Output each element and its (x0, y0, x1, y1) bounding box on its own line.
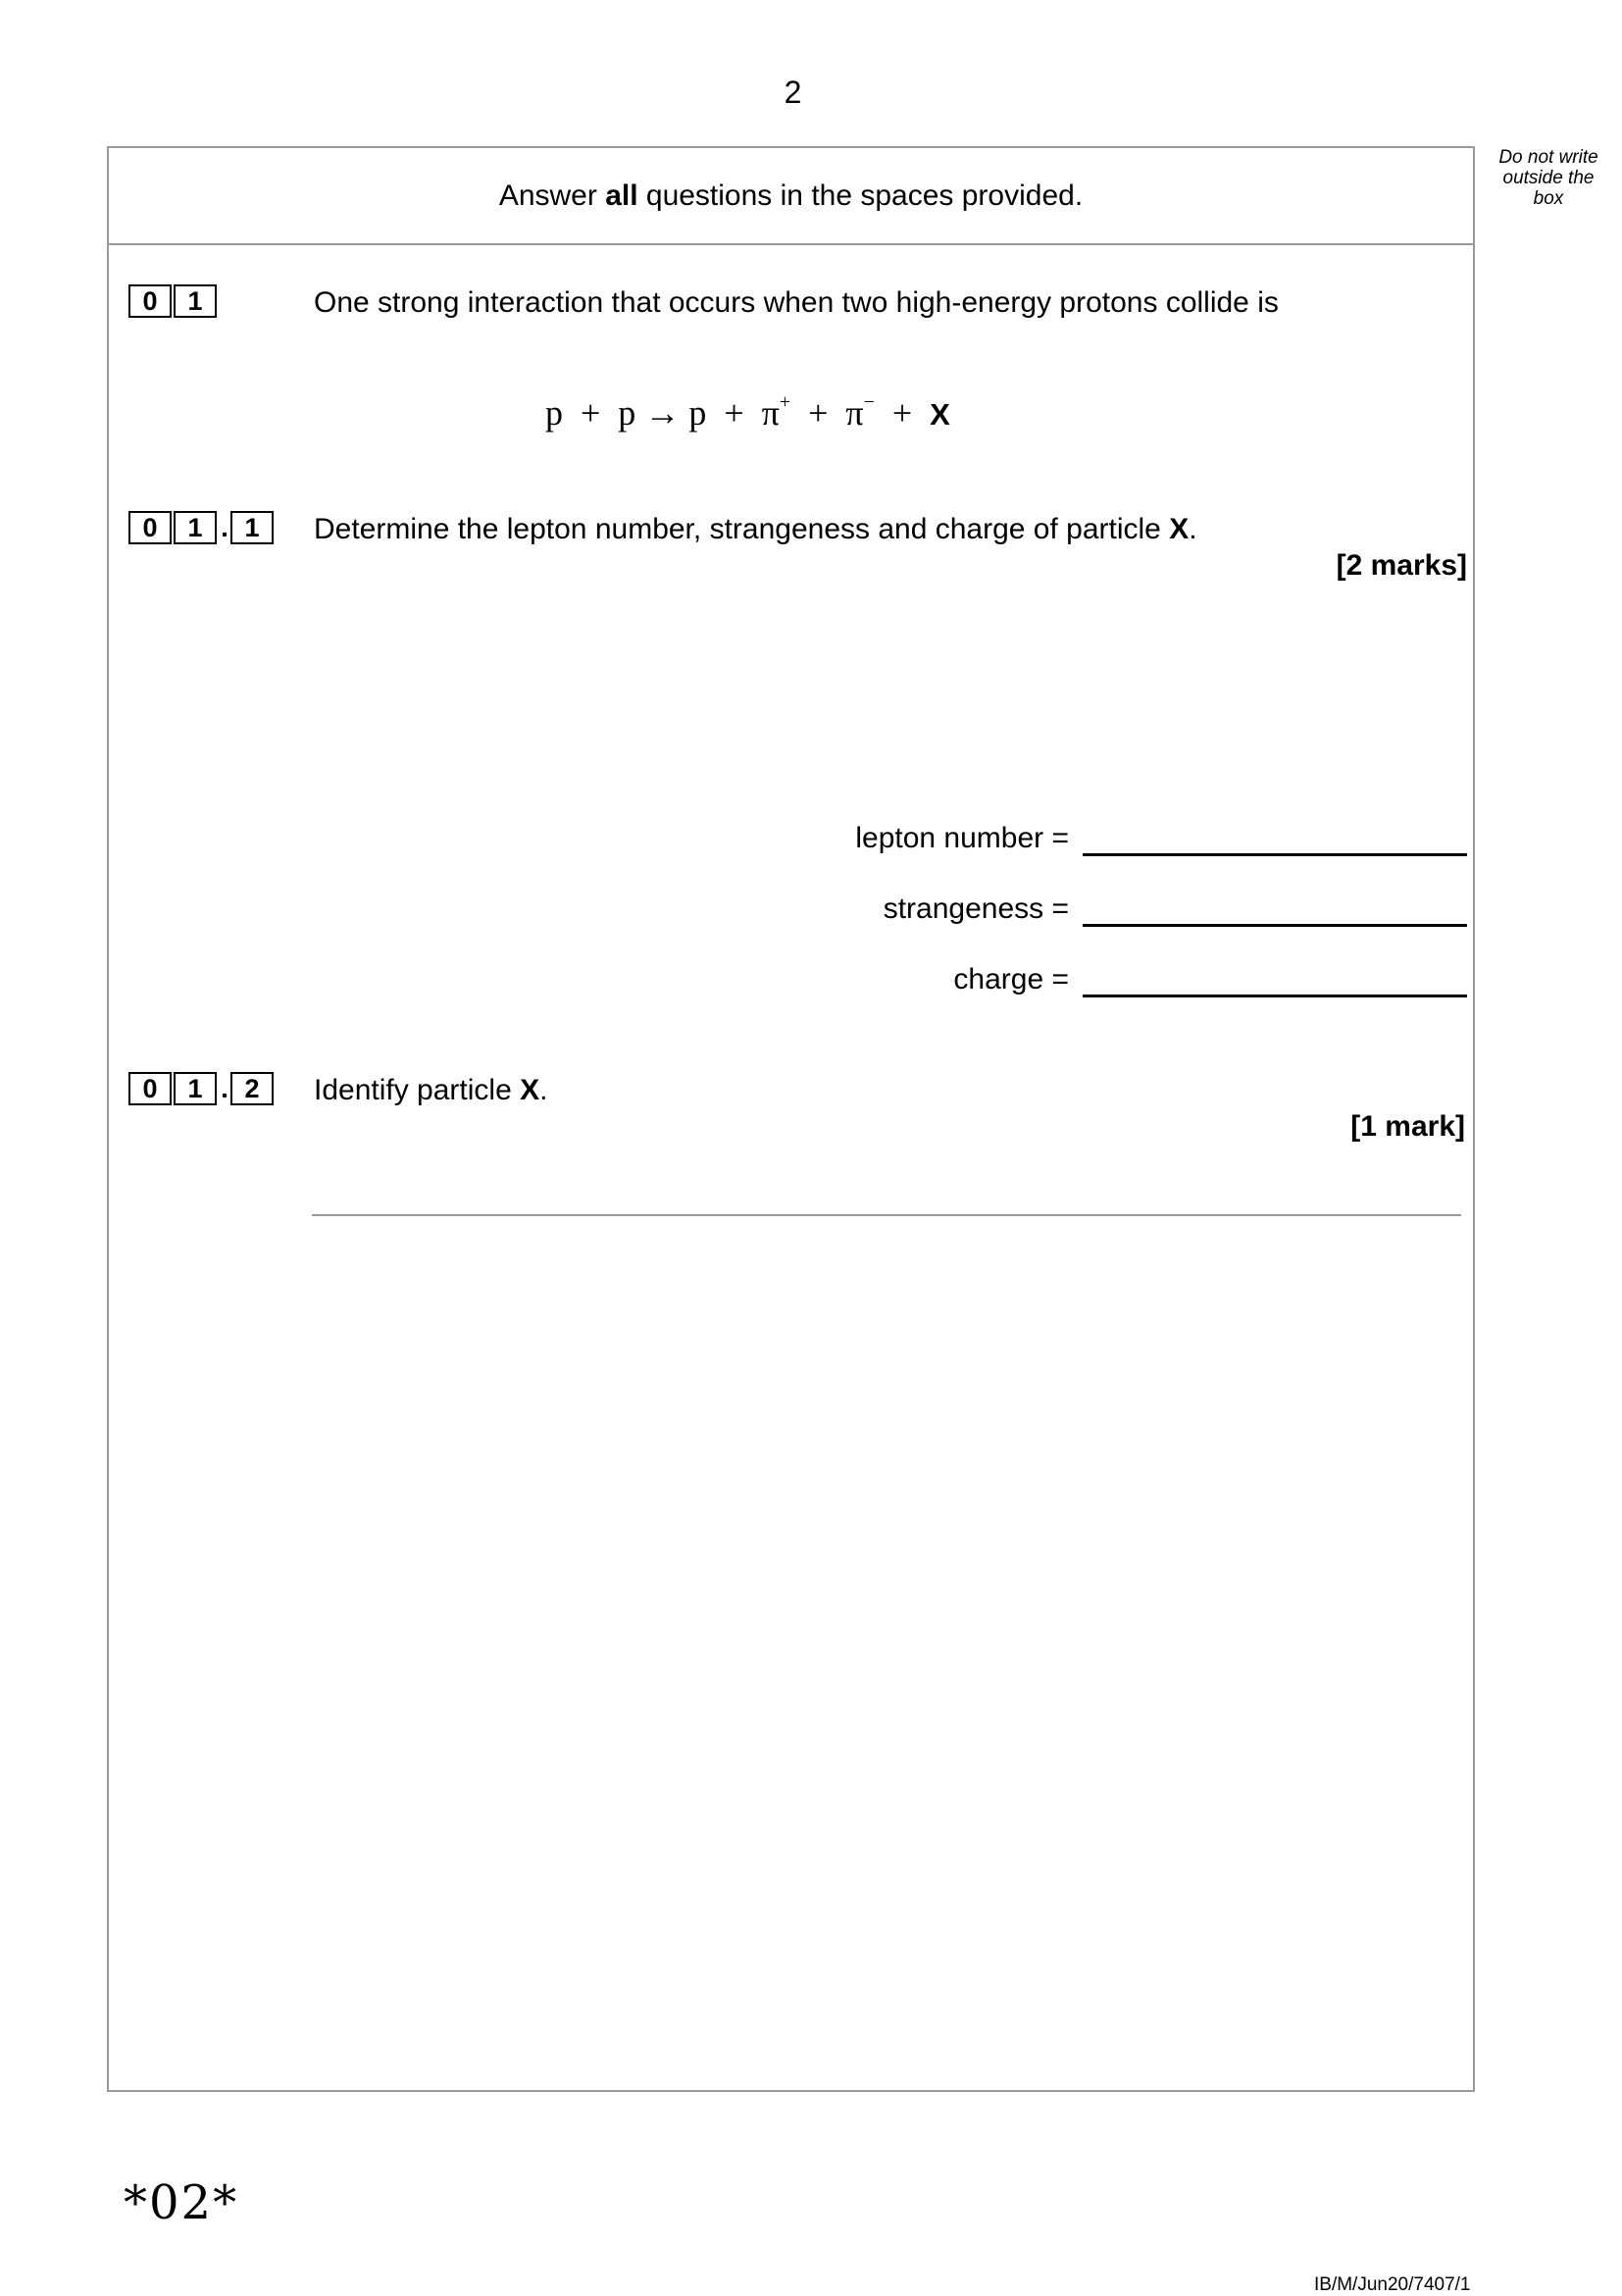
strangeness-answer-line[interactable] (1083, 924, 1467, 927)
question-digit: 1 (174, 1072, 217, 1105)
instruction-prefix: Answer (498, 179, 606, 212)
page-barcode: *02* (124, 2175, 239, 2230)
equation-arrow: → (644, 393, 681, 433)
question-01-1-text (314, 513, 1197, 546)
question-digit: 0 (128, 1072, 172, 1105)
page-number: 2 (784, 75, 802, 110)
margin-note (1481, 147, 1616, 209)
equation-particle-x: X (930, 397, 950, 432)
instruction-bold: all (605, 179, 638, 212)
strangeness-label: strangeness = (883, 893, 1069, 925)
charge-answer-line[interactable] (1083, 995, 1467, 997)
question-dot: . (221, 512, 228, 542)
margin-note-line-1: Do not write (1498, 147, 1598, 168)
question-01-stem: One strong interaction that occurs when two high-energy protons collide is (314, 286, 1279, 319)
lepton-number-label: lepton number = (855, 822, 1069, 854)
question-digit: 1 (230, 511, 274, 544)
question-text-bold: X (1169, 513, 1190, 545)
equation-plus2: + (874, 393, 931, 433)
equation-lhs: p + p (545, 393, 636, 433)
question-number-01-2 (128, 1072, 276, 1105)
question-number-01-1 (128, 511, 276, 544)
question-digit: 1 (174, 284, 217, 318)
question-text-suffix: . (539, 1074, 548, 1106)
question-text-bold: X (520, 1074, 540, 1106)
equation-sup-minus: − (863, 391, 875, 413)
question-digit: 0 (128, 511, 172, 544)
reaction-equation (545, 392, 950, 434)
charge-label: charge = (953, 963, 1069, 995)
question-dot: . (221, 1073, 228, 1103)
instruction-suffix: questions in the spaces provided. (637, 179, 1084, 212)
question-digit: 1 (174, 511, 217, 544)
question-text-prefix: Identify particle (314, 1074, 521, 1106)
question-digit: 2 (230, 1072, 274, 1105)
margin-note-line-2: outside the (1502, 168, 1595, 188)
question-text-prefix: Determine the lepton number, strangeness and charge of particle (314, 513, 1170, 545)
instruction-bar (109, 148, 1473, 245)
margin-note-line-3: box (1533, 188, 1564, 209)
equation-sup-plus: + (779, 391, 791, 413)
question-text-suffix: . (1189, 513, 1197, 545)
equation-rhs-a: p + π (688, 393, 780, 433)
marks-label: [1 mark] (1350, 1110, 1465, 1143)
lepton-number-answer-line[interactable] (1083, 853, 1467, 856)
marks-label: [2 marks] (1336, 549, 1467, 582)
particle-x-answer-line[interactable] (312, 1214, 1461, 1216)
paper-reference: IB/M/Jun20/7407/1 (1314, 2274, 1471, 2295)
question-01-2-text (314, 1074, 547, 1107)
question-number-01 (128, 284, 219, 318)
equation-plus1: + π (790, 393, 864, 433)
question-digit: 0 (128, 284, 172, 318)
